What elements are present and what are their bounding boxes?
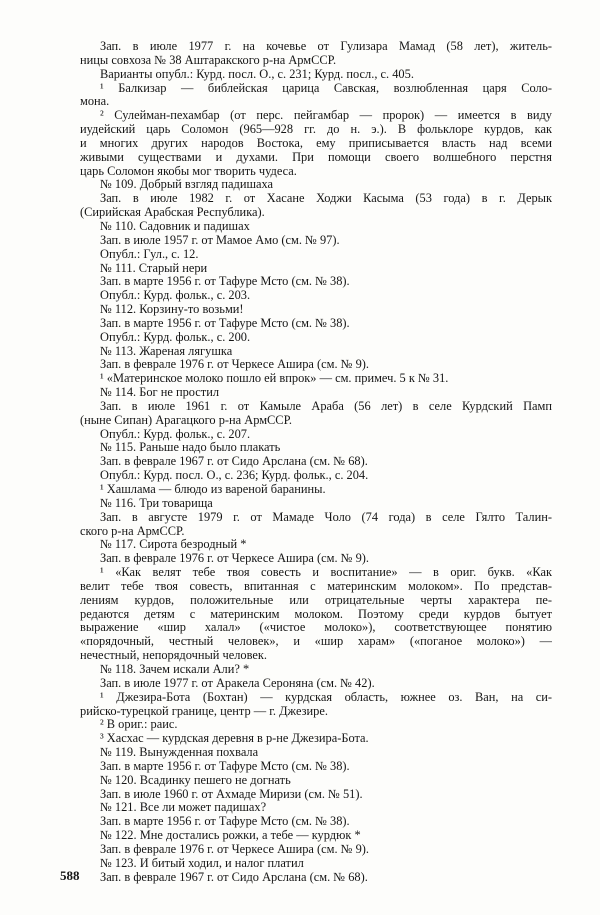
entry-heading: № 115. Раньше надо было плакать xyxy=(100,441,281,455)
footnote-line: лениям курдов, положительные или отрицательные черты характера пе- xyxy=(80,593,552,607)
text-line: Зап. в марте 1956 г. от Тафуре Мсто (см. № 38). xyxy=(100,275,350,289)
entry-heading: № 114. Бог не простил xyxy=(100,386,220,400)
footnote-line: рийско-турецкой границе, центр — г. Джезире. xyxy=(80,704,328,718)
footnote-line: выражение «шир халал» («чистое молоко»), соответствующее понятию xyxy=(80,621,552,635)
text-line: Варианты опубл.: Курд. посл. О., с. 231; Курд. посл., с. 405. xyxy=(100,67,414,81)
footnote-line: ² В ориг.: раис. xyxy=(100,718,178,732)
text-line: Зап. в июле 1977 г. от Аракела Сероняна (см. № 42). xyxy=(100,676,375,690)
page-number: 588 xyxy=(60,868,80,883)
entry-heading: № 121. Все ли может падишах? xyxy=(100,801,267,815)
text-line: ницы совхоза № 38 Аштаракского р-на АрмССР. xyxy=(80,53,337,67)
text-line: Зап. в июле 1960 г. от Ахмаде Миризи (см. № 51). xyxy=(100,787,363,801)
text-line: Зап. в июле 1961 г. от Камыле Араба (56 лет) в селе Курдский Памп xyxy=(100,399,552,413)
footnote-line: ¹ Балкизар — библейская царица Савская, возлюбленная царя Соло- xyxy=(100,81,552,95)
entry-heading: № 119. Вынужденная похвала xyxy=(100,746,259,760)
footnote-line: царь Соломон якобы мог творить чудеса. xyxy=(80,164,297,178)
footnote-line: «порядочный, честный человек», и «шир харам» («поганое молоко») — xyxy=(80,635,552,649)
entry-heading: № 112. Корзину-то возьми! xyxy=(100,303,244,317)
footnote-line: мона. xyxy=(80,95,110,109)
footnote-line: ² Сулейман-пехамбар (от перс. пейгамбар — пророк) — имеется в виду xyxy=(100,109,552,123)
footnote-line: нечестный, непорядочный человек. xyxy=(80,649,268,663)
text-line: Опубл.: Курд. фольк., с. 207. xyxy=(100,427,251,441)
entry-heading: № 117. Сирота безродный * xyxy=(100,538,247,552)
text-line: Зап. в июле 1957 г. от Мамое Амо (см. № 97). xyxy=(100,233,340,247)
text-line: Опубл.: Курд. посл. О., с. 236; Курд. фольк., с. 204. xyxy=(100,469,369,483)
text-line: Опубл.: Курд. фольк., с. 203. xyxy=(100,289,251,303)
footnote-line: живыми существами и духами. При помощи своего волшебного перстня xyxy=(80,150,552,164)
entry-heading: № 118. Зачем искали Али? * xyxy=(100,662,250,676)
entry-heading: № 120. Всадинку пешего не догнать xyxy=(100,773,291,787)
entry-heading: № 122. Мне достались рожки, а тебе — курдюк * xyxy=(100,829,361,843)
text-line: Зап. в июле 1982 г. от Хасане Ходжи Касыма (53 года) в г. Дерык xyxy=(100,192,552,206)
text-line: Зап. в марте 1956 г. от Тафуре Мсто (см. № 38). xyxy=(100,759,350,773)
entry-heading: № 109. Добрый взгляд падишаха xyxy=(100,178,274,192)
entry-heading: № 110. Садовник и падишах xyxy=(100,219,250,233)
footnote-line: ¹ «Материнское молоко пошло ей впрок» — см. примеч. 5 к № 31. xyxy=(100,372,449,386)
footnote-line: ¹ Джезира-Бота (Бохтан) — курдская область, южнее оз. Ван, на си- xyxy=(100,690,552,704)
entry-heading: № 111. Старый нери xyxy=(100,261,208,275)
footnote-line: иудейский царь Соломон (965—928 гг. до н. э.). В фольклоре курдов, как xyxy=(80,123,552,137)
footnote-line: редаются детям с материнским молоком. Поэтому среди курдов бытует xyxy=(80,607,552,621)
text-line: Зап. в феврале 1976 г. от Черкесе Ашира (см. № 9). xyxy=(100,552,370,566)
footnote-line: и многих других народов Востока, ему приписывается власть над всеми xyxy=(80,136,552,150)
text-line: Зап. в феврале 1967 г. от Сидо Арслана (см. № 68). xyxy=(100,870,368,884)
text-line: Опубл.: Курд. фольк., с. 200. xyxy=(100,330,251,344)
footnote-line: ³ Хасхас — курдская деревня в р-не Джезира-Бота. xyxy=(100,732,369,746)
notes-text xyxy=(80,40,552,884)
footnote-line: ¹ Хашлама — блюдо из вареной баранины. xyxy=(100,483,326,496)
text-line: Зап. в феврале 1967 г. от Сидо Арслана (см. № 68). xyxy=(100,455,368,469)
footnote-line: ¹ «Как велят тебе твоя совесть и воспитание» — в ориг. букв. «Как xyxy=(100,566,552,580)
text-line: Зап. в марте 1956 г. от Тафуре Мсто (см. № 38). xyxy=(100,316,350,330)
entry-heading: № 123. И битый ходил, и налог платил xyxy=(100,856,304,870)
entry-heading: № 116. Три товарища xyxy=(100,496,213,510)
text-line: Зап. в июле 1977 г. на кочевье от Гулизара Мамад (58 лет), житель- xyxy=(100,40,552,53)
text-line: Зап. в марте 1956 г. от Тафуре Мсто (см. № 38). xyxy=(100,815,350,829)
text-line: ского р-на АрмССР. xyxy=(80,524,185,538)
text-line: Опубл.: Гул., с. 12. xyxy=(100,247,199,261)
entry-heading: № 113. Жареная лягушка xyxy=(100,344,233,358)
text-line: (Сирийская Арабская Республика). xyxy=(80,206,265,220)
text-line: Зап. в феврале 1976 г. от Черкесе Ашира (см. № 9). xyxy=(100,842,370,856)
footnote-line: велит тебе твоя совесть, впитанная с материнским молоком». По представ- xyxy=(80,579,552,593)
text-line: Зап. в феврале 1976 г. от Черкесе Ашира (см. № 9). xyxy=(100,358,370,372)
text-line: Зап. в августе 1979 г. от Мамаде Чоло (74 года) в селе Гялто Талин- xyxy=(100,510,552,524)
text-line: (ныне Сипан) Арагацкого р-на АрмССР. xyxy=(80,413,293,427)
